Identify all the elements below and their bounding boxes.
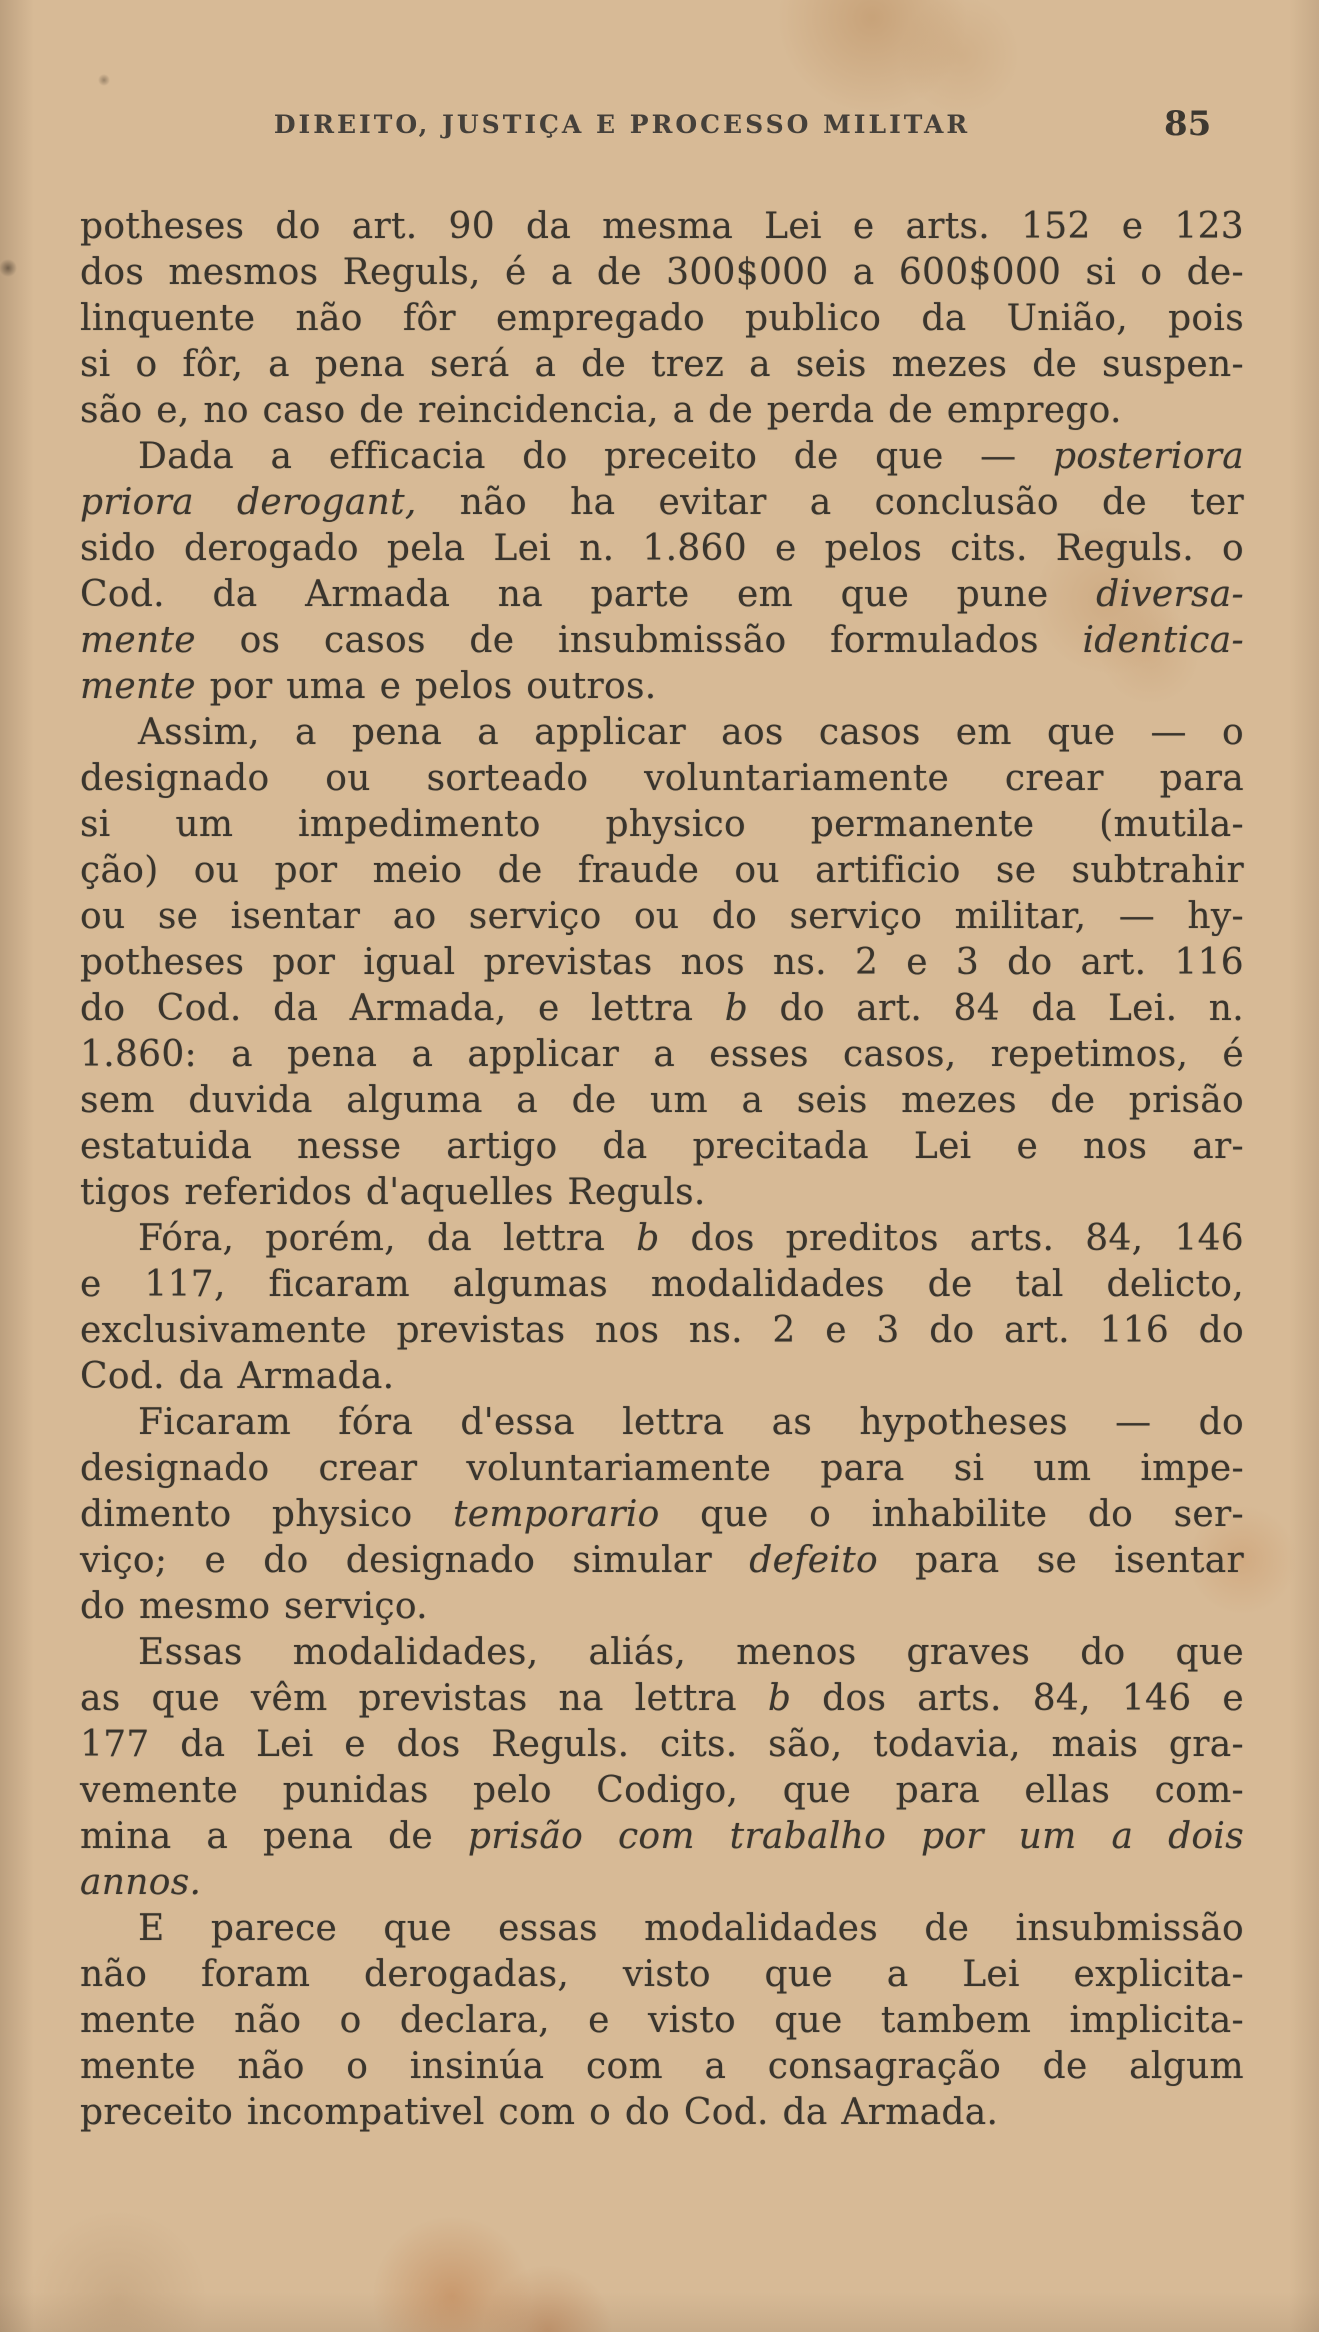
text-line <box>80 250 1244 296</box>
text-line <box>80 1032 1244 1078</box>
paragraph <box>80 1630 1244 1906</box>
text-segment: não foram derogadas, visto que a Lei explicita- <box>80 1954 1244 1995</box>
text-line <box>80 1952 1244 1998</box>
paragraph <box>80 434 1244 710</box>
text-segment: si o fôr, a pena será a de trez a seis mezes de suspen- <box>80 344 1244 385</box>
text-segment: si um impedimento physico permanente (mutila- <box>80 804 1244 845</box>
text-segment: Dada a efficacia do preceito de que — <box>138 436 1053 477</box>
page-body <box>80 204 1244 2136</box>
italic-text-segment: priora derogant, <box>80 482 417 523</box>
text-segment: não ha evitar a conclusão de ter <box>416 482 1244 523</box>
text-segment: são e, no caso de reincidencia, a de perda de emprego. <box>80 390 1122 431</box>
text-segment: Ficaram fóra d'essa lettra as hypotheses — do <box>138 1402 1244 1443</box>
text-line <box>80 848 1244 894</box>
text-segment: dos preditos arts. 84, 146 <box>659 1218 1245 1259</box>
text-line <box>80 526 1244 572</box>
text-line <box>80 1446 1244 1492</box>
text-line <box>80 1906 1244 1952</box>
text-segment: por uma e pelos outros. <box>195 666 657 707</box>
text-segment: dimento physico <box>80 1494 453 1535</box>
paragraph <box>80 1400 1244 1630</box>
italic-text-segment: b <box>724 988 749 1029</box>
text-segment: exclusivamente previstas nos ns. 2 e 3 do art. 116 do <box>80 1310 1244 1351</box>
text-segment: Essas modalidades, aliás, menos graves do que <box>138 1632 1244 1673</box>
text-line <box>80 940 1244 986</box>
text-line <box>80 1216 1244 1262</box>
paragraph <box>80 710 1244 1216</box>
text-line <box>80 388 1244 434</box>
text-segment: preceito incompativel com o do Cod. da Armada. <box>80 2092 999 2133</box>
page-number: 85 <box>1164 104 1212 144</box>
text-segment: Cod. da Armada. <box>80 1356 395 1397</box>
italic-text-segment: temporario <box>452 1494 660 1535</box>
text-line <box>80 618 1244 664</box>
text-line <box>80 296 1244 342</box>
text-line <box>80 1400 1244 1446</box>
text-segment: Assim, a pena a applicar aos casos em que — o <box>138 712 1244 753</box>
italic-text-segment: annos. <box>80 1862 202 1903</box>
italic-text-segment: posteriora <box>1052 436 1244 477</box>
text-line <box>80 710 1244 756</box>
text-line <box>80 1124 1244 1170</box>
text-line <box>80 1492 1244 1538</box>
text-line <box>80 1998 1244 2044</box>
text-line <box>80 342 1244 388</box>
text-segment: dos mesmos Reguls, é a de 300$000 a 600$000 si o de- <box>80 252 1244 293</box>
italic-text-segment: identica- <box>1082 620 1244 661</box>
text-segment: Cod. da Armada na parte em que pune <box>80 574 1097 615</box>
text-segment: ou se isentar ao serviço ou do serviço militar, — hy- <box>80 896 1244 937</box>
text-segment: sido derogado pela Lei n. 1.860 e pelos cits. Reguls. o <box>80 528 1244 569</box>
text-segment: tigos referidos d'aquelles Reguls. <box>80 1172 706 1213</box>
running-header-title: DIREITO, JUSTIÇA E PROCESSO MILITAR <box>273 110 971 139</box>
text-line <box>80 1354 1244 1400</box>
text-line <box>80 1860 1244 1906</box>
text-segment: vemente punidas pelo Codigo, que para ellas com- <box>80 1770 1244 1811</box>
text-line <box>80 1630 1244 1676</box>
text-segment: que o inhabilite do ser- <box>659 1494 1244 1535</box>
text-line <box>80 1308 1244 1354</box>
text-segment: designado crear voluntariamente para si um impe- <box>80 1448 1244 1489</box>
text-segment: linquente não fôr empregado publico da União, pois <box>80 298 1244 339</box>
text-line <box>80 1722 1244 1768</box>
italic-text-segment: prisão com trabalho por um a dois <box>467 1816 1244 1857</box>
text-segment: do art. 84 da Lei. n. <box>748 988 1244 1029</box>
text-line <box>80 434 1244 480</box>
text-segment: os casos de insubmissão formulados <box>195 620 1083 661</box>
text-line <box>80 756 1244 802</box>
text-segment: Fóra, porém, da lettra <box>138 1218 637 1259</box>
paragraph <box>80 1216 1244 1400</box>
text-segment: mente não o declara, e visto que tambem implicita- <box>80 2000 1244 2041</box>
text-segment: E parece que essas modalidades de insubmissão <box>138 1908 1244 1949</box>
text-line <box>80 2090 1244 2136</box>
text-segment: mina a pena de <box>80 1816 468 1857</box>
text-segment: viço; e do designado simular <box>80 1540 750 1581</box>
text-line <box>80 1078 1244 1124</box>
text-segment: estatuida nesse artigo da precitada Lei e nos ar- <box>80 1126 1244 1167</box>
text-segment: as que vêm previstas na lettra <box>80 1678 768 1719</box>
text-segment: 1.860: a pena a applicar a esses casos, repetimos, é <box>80 1034 1244 1075</box>
text-segment: para se isentar <box>877 1540 1244 1581</box>
text-segment: ção) ou por meio de fraude ou artificio se subtrahir <box>80 850 1244 891</box>
text-line <box>80 1262 1244 1308</box>
text-line <box>80 1538 1244 1584</box>
text-line <box>80 986 1244 1032</box>
paragraph <box>80 204 1244 434</box>
text-line <box>80 1676 1244 1722</box>
text-line <box>80 894 1244 940</box>
text-line <box>80 1814 1244 1860</box>
text-line <box>80 2044 1244 2090</box>
text-segment: do mesmo serviço. <box>80 1586 428 1627</box>
text-line <box>80 204 1244 250</box>
italic-text-segment: mente <box>80 620 196 661</box>
italic-text-segment: b <box>636 1218 660 1259</box>
running-header <box>0 104 1319 150</box>
text-line <box>80 664 1244 710</box>
text-segment: mente não o insinúa com a consagração de algum <box>80 2046 1244 2087</box>
text-line <box>80 480 1244 526</box>
italic-text-segment: mente <box>80 666 196 707</box>
text-segment: 177 da Lei e dos Reguls. cits. são, todavia, mais gra- <box>80 1724 1244 1765</box>
text-segment: dos arts. 84, 146 e <box>791 1678 1244 1719</box>
italic-text-segment: diversa- <box>1096 574 1244 615</box>
text-segment: designado ou sorteado voluntariamente crear para <box>80 758 1244 799</box>
text-segment: e 117, ficaram algumas modalidades de tal delicto, <box>80 1264 1244 1305</box>
text-line <box>80 1170 1244 1216</box>
text-segment: potheses do art. 90 da mesma Lei e arts. 152 e 123 <box>80 206 1244 247</box>
text-segment: potheses por igual previstas nos ns. 2 e 3 do art. 116 <box>80 942 1244 983</box>
text-segment: sem duvida alguma a de um a seis mezes de prisão <box>80 1080 1244 1121</box>
text-line <box>80 802 1244 848</box>
paragraph <box>80 1906 1244 2136</box>
italic-text-segment: b <box>767 1678 792 1719</box>
text-segment: do Cod. da Armada, e lettra <box>80 988 725 1029</box>
italic-text-segment: defeito <box>749 1540 878 1581</box>
text-line <box>80 1584 1244 1630</box>
text-line <box>80 572 1244 618</box>
text-line <box>80 1768 1244 1814</box>
